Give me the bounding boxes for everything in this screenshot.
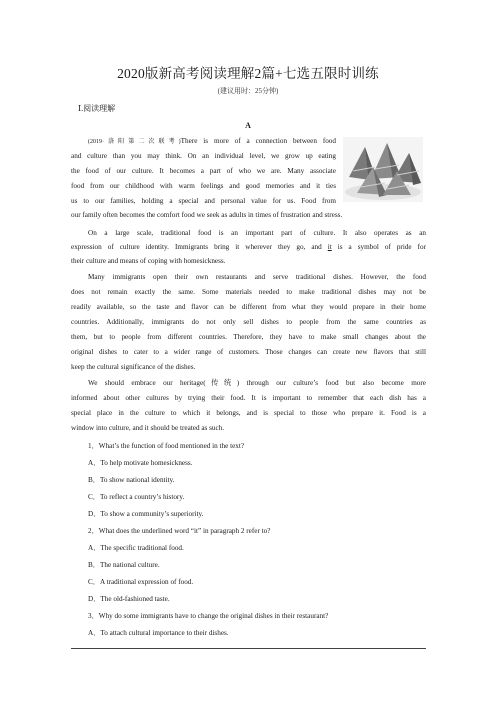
question-1: 1．What’s the function of food mentioned in the text?: [88, 442, 245, 450]
passage-line: expression of culture identity. Immigrants bring it wherever they go, and it is a symbol of pride for: [71, 243, 426, 251]
passage-label: A: [245, 121, 251, 130]
passage-line: and culture than you may think. On an individual level, we grow up eating: [71, 152, 336, 160]
passage-line: does not remain exactly the same. Some materials needed to make traditional dishes may not be: [71, 288, 426, 296]
option-3a: A．To attach cultural importance to their dishes.: [88, 629, 229, 637]
zongzi-photo: [343, 137, 423, 202]
document-title: 2020版新高考阅读理解2篇+七选五限时训练: [117, 66, 379, 81]
section-heading: Ⅰ.阅读理解: [78, 104, 116, 113]
footer-divider: [71, 648, 426, 649]
passage-line: the food of our culture. It becomes a part of who we are. Many associate: [71, 167, 336, 175]
passage-line: countries. Additionally, immigrants do not only sell dishes to people from the same countries as: [71, 318, 426, 326]
underlined-word-it: it: [327, 243, 332, 251]
question-2: 2．What does the underlined word “it” in paragraph 2 refer to?: [88, 527, 271, 535]
passage-line: On a large scale, traditional food is an important part of culture. It also operates as an: [88, 229, 426, 237]
option-2a: A．The specific traditional food.: [88, 544, 184, 552]
suggested-time: (建议用时：25分钟): [217, 87, 279, 95]
passage-line: them, but to people from different countries. Therefore, they have to make small changes about the: [71, 333, 426, 341]
passage-line: (2019·洛阳第二次联考)There is more of a connection between food: [88, 137, 336, 145]
passage-line: our family often becomes the comfort food we seek as adults in times of frustration and stress.: [71, 211, 343, 219]
option-1c: C．To reflect a country’s history.: [88, 493, 185, 501]
passage-line: original dishes to cater to a wider range of customers. Those changes can create new flavors that still: [71, 348, 426, 356]
passage-line: informed about other cultures by trying their food. It is important to remember that each dish has a: [71, 394, 426, 402]
passage-line: special place in the culture to which it belongs, and is special to those who prepare it. Food is a: [71, 409, 426, 417]
option-2d: D．The old-fashioned taste.: [88, 595, 170, 603]
option-1d: D．To show a community’s superiority.: [88, 510, 204, 518]
passage-line: us to our families, holding a special and personal value for us. Food from: [71, 197, 336, 205]
option-1b: B．To show national identity.: [88, 476, 175, 484]
passage-line: window into culture, and it should be treated as such.: [71, 424, 225, 432]
passage-line: their culture and means of coping with homesickness.: [71, 257, 226, 265]
option-1a: A．To help motivate homesickness.: [88, 459, 193, 467]
passage-line: keep the cultural significance of the dishes.: [71, 363, 196, 371]
option-2b: B．The national culture.: [88, 561, 160, 569]
passage-line: readily available, so the taste and flavor can be different from what they would prepare in their home: [71, 303, 426, 311]
passage-line: We should embrace our heritage(传统) through our culture’s food but also become more: [88, 379, 426, 387]
option-2c: C．A traditional expression of food.: [88, 578, 194, 586]
passage-line: food from our childhood with warm feelings and good memories and it ties: [71, 182, 336, 190]
passage-line: Many immigrants open their own restaurants and serve traditional dishes. However, the food: [88, 273, 426, 281]
question-3: 3．Why do some immigrants have to change the original dishes in their restaurant?: [88, 612, 329, 620]
